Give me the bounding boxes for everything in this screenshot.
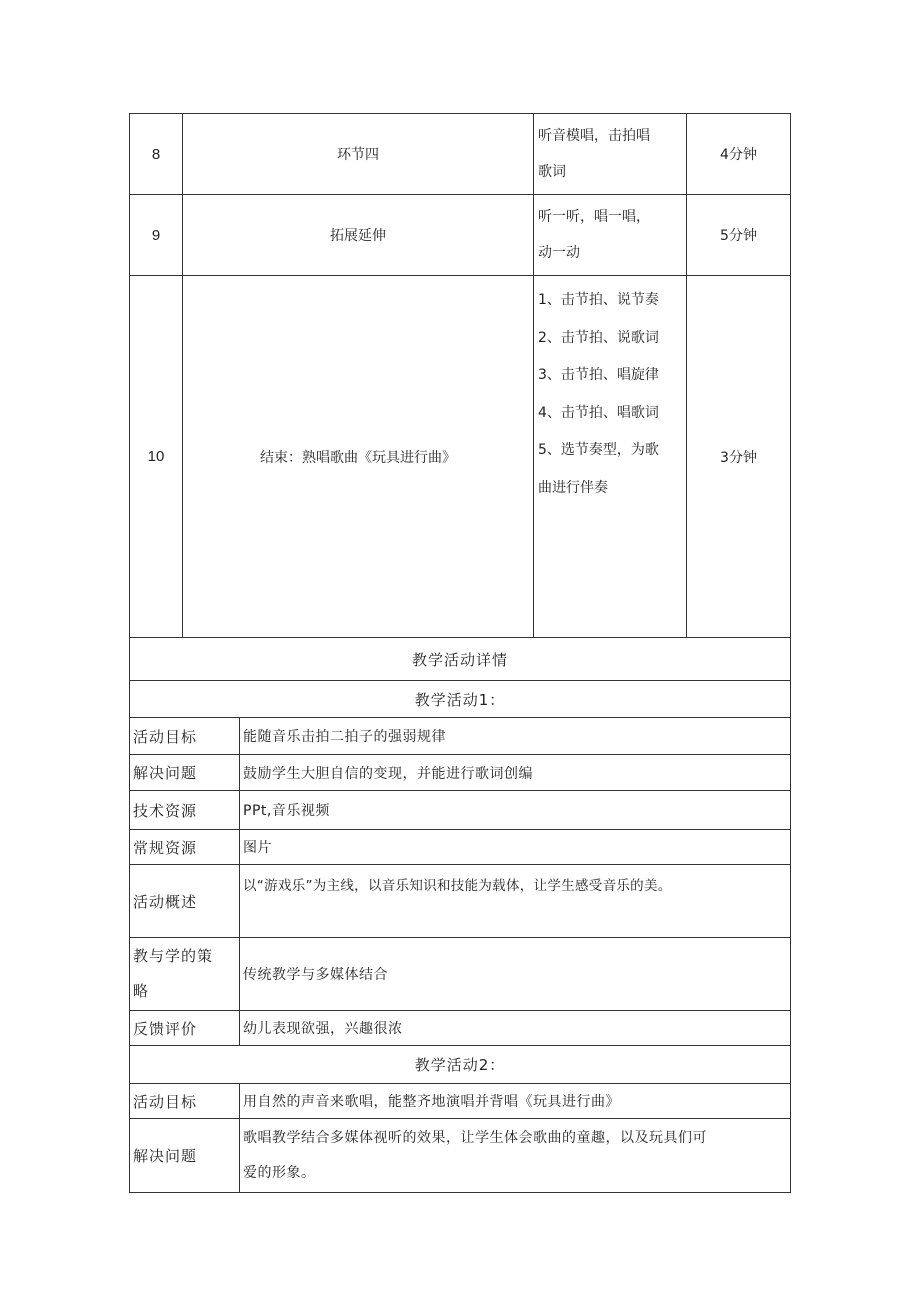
row-label: 反馈评价 <box>130 1011 240 1046</box>
activity-row <box>130 865 791 938</box>
row-label: 解决问题 <box>130 755 240 791</box>
content-line: 3、击节拍、唱旋律 <box>538 367 659 383</box>
row-label: 常规资源 <box>130 830 240 865</box>
activity-row <box>130 1011 791 1046</box>
activity-row <box>130 1119 791 1193</box>
row-label: 活动概述 <box>130 865 240 938</box>
value-line: 爱的形象。 <box>243 1164 316 1181</box>
steps-table <box>129 113 791 638</box>
step-name: 拓展延伸 <box>183 195 534 276</box>
label-line: 略 <box>133 982 150 1000</box>
row-value: 鼓励学生大胆自信的变现，并能进行歌词创编 <box>240 755 791 791</box>
content-line: 动一动 <box>538 245 580 261</box>
content-line: 2、击节拍、说歌词 <box>538 329 659 346</box>
step-row-8 <box>130 114 791 195</box>
row-value: 以“游戏乐”为主线，以音乐知识和技能为载体，让学生感受音乐的美。 <box>240 865 791 938</box>
content-line: 听音模唱，击拍唱 <box>538 128 650 144</box>
activity-2-title: 教学活动2： <box>130 1046 791 1084</box>
row-label: 解决问题 <box>130 1119 240 1193</box>
content-line: 歌词 <box>538 164 566 180</box>
row-value: 传统教学与多媒体结合 <box>240 938 791 1011</box>
activity-row <box>130 718 791 755</box>
row-label: 技术资源 <box>130 791 240 830</box>
row-value: 能随音乐击拍二拍子的强弱规律 <box>240 718 791 755</box>
content-line: 4、击节拍、唱歌词 <box>538 404 659 421</box>
row-value: 图片 <box>240 830 791 865</box>
step-content <box>534 114 687 195</box>
activity-1-title: 教学活动1： <box>130 681 791 718</box>
details-title: 教学活动详情 <box>130 638 791 681</box>
row-value: 用自然的声音来歌唱，能整齐地演唱并背唱《玩具进行曲》 <box>240 1084 791 1119</box>
step-number: 8 <box>130 114 183 195</box>
step-row-9 <box>130 195 791 276</box>
step-number: 10 <box>130 276 183 638</box>
activity-row <box>130 755 791 791</box>
step-duration: 3分钟 <box>687 276 791 638</box>
activity-details-table <box>129 637 791 1193</box>
label-line: 教与学的策 <box>133 947 214 965</box>
activity-row <box>130 938 791 1011</box>
content-line: 1、击节拍、说节奏 <box>538 292 659 308</box>
activity-row <box>130 1084 791 1119</box>
row-value: 幼儿表现欲强，兴趣很浓 <box>240 1011 791 1046</box>
activity-row <box>130 830 791 865</box>
step-duration: 4分钟 <box>687 114 791 195</box>
step-duration: 5分钟 <box>687 195 791 276</box>
step-content <box>534 195 687 276</box>
activity-row <box>130 791 791 830</box>
row-value: PPt,音乐视频 <box>240 791 791 830</box>
row-label <box>130 938 240 1011</box>
content-line: 听一听，唱一唱， <box>538 209 650 225</box>
content-line: 5、选节奏型，为歌 <box>538 442 659 458</box>
row-label: 活动目标 <box>130 1084 240 1119</box>
lesson-plan-page <box>129 113 790 1193</box>
step-row-10 <box>130 276 791 638</box>
row-label: 活动目标 <box>130 718 240 755</box>
step-number: 9 <box>130 195 183 276</box>
step-name: 结束：熟唱歌曲《玩具进行曲》 <box>183 276 534 638</box>
value-line: 歌唱教学结合多媒体视听的效果，让学生体会歌曲的童趣，以及玩具们可 <box>243 1129 707 1146</box>
content-line: 曲进行伴奏 <box>538 479 608 496</box>
step-content <box>534 276 687 638</box>
step-name: 环节四 <box>183 114 534 195</box>
row-value <box>240 1119 791 1193</box>
